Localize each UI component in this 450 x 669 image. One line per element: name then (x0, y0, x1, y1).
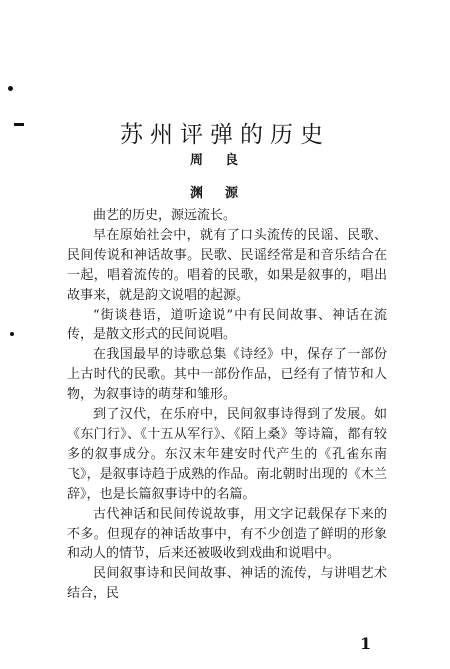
paragraph: 曲艺的历史，源远流长。 (93, 208, 237, 223)
paragraph: 到了汉代，在乐府中，民间叙事诗得到了发展。如《东门行》、《十五从军行》、《陌上桑》等诗篇，都有较多的叙事成分。东汉末年建安时代产生的《孔雀东南飞》，是叙事诗趋于成熟的作品。南北朝时出现的《木兰辞》，也是长篇叙事诗中的名篇。 (67, 407, 387, 502)
section-heading: 渊源 (189, 186, 260, 201)
author-name: 周良 (189, 153, 260, 168)
paragraph: “街谈巷语，道听途说”中有民间故事、神话在流传，是散文形式的民间说唱。 (67, 307, 387, 343)
paragraph: 民间叙事诗和民间故事、神话的流传，与讲唱艺术结合，民 (67, 566, 387, 602)
margin-dot-mark-lower (10, 332, 14, 336)
paragraph: 早在原始社会中，就有了口头流传的民谣、民歌、民间传说和神话故事。民歌、民谣经常是和音乐结合在一起，唱着流传的。唱着的民歌，如果是叙事的，唱出故事来，就是韵文说唱的起源。 (67, 227, 387, 303)
paragraph: 在我国最早的诗歌总集《诗经》中，保存了一部份上古时代的民歌。其中一部份作品，已经有了情节和人物，为叙事诗的萌芽和雏形。 (67, 347, 387, 403)
paragraph: 古代神话和民间传说故事，用文字记载保存下来的不多。但现存的神话故事中，有不少创造了鲜明的形象和动人的情节，后来还被吸收到戏曲和说唱中。 (67, 506, 387, 562)
margin-dot-mark (8, 86, 13, 91)
document-title: 苏州评弹的历史 (120, 122, 330, 149)
body-text (67, 206, 387, 604)
page-number: 1 (360, 634, 372, 653)
